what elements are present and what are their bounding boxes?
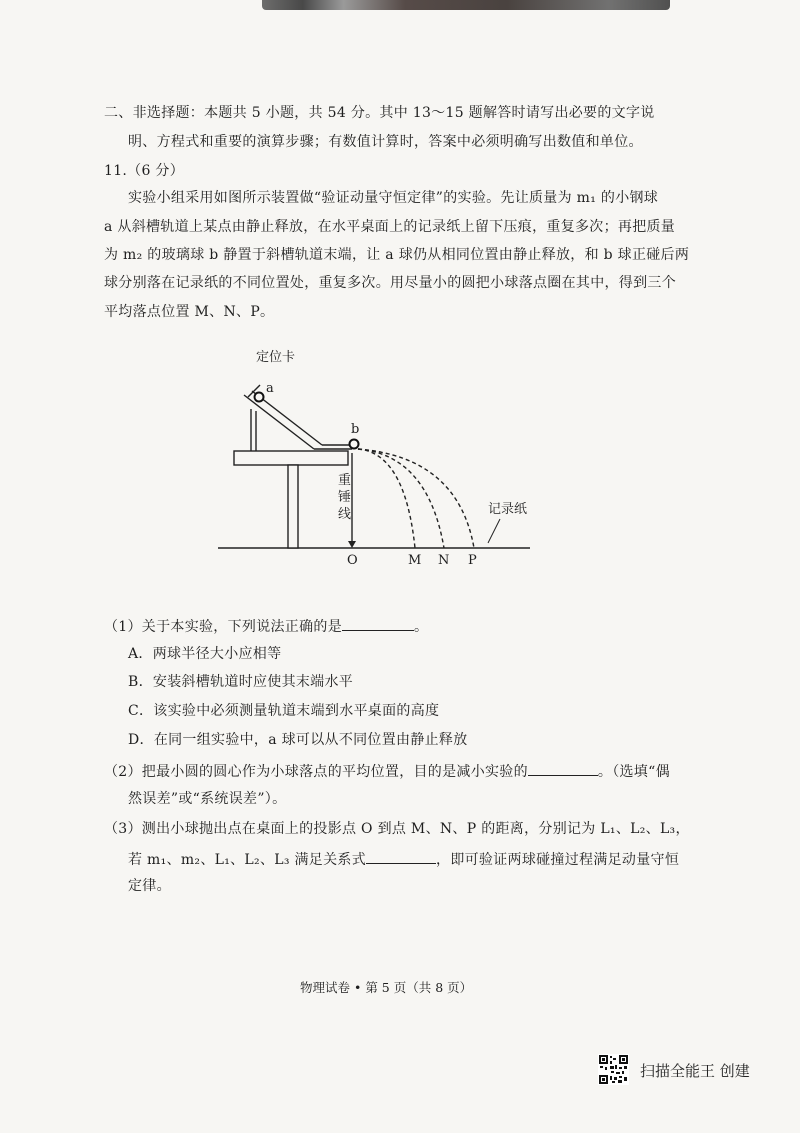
part3-line-3: 定律。 [128,878,171,894]
part2-answer-blank[interactable] [528,761,598,776]
experiment-diagram [200,345,560,570]
record-paper-label: 记录纸 [488,502,528,517]
option-a: A．两球半径大小应相等 [128,646,282,662]
question-number: 11.（6 分） [104,163,185,179]
qr-code-icon [598,1054,629,1085]
question-intro-line-4: 球分别落在记录纸的不同位置处，重复多次。用尽量小的圆把小球落点圈在其中，得到三个 [104,275,676,291]
question-intro-line-3: 为 m₂ 的玻璃球 b 静置于斜槽轨道末端，让 a 球仍从相同位置由静止释放，和 b 球正碰后两 [104,247,690,263]
option-b: B．安装斜槽轨道时应使其末端水平 [128,674,354,690]
locator-card-label: 定位卡 [256,350,296,365]
part1-answer-blank[interactable] [342,616,414,631]
point-P-label: P [468,553,477,568]
point-N-label: N [438,553,450,568]
page-footer: 物理试卷 • 第 5 页（共 8 页） [300,980,473,995]
part3-line-2-text: 若 m₁、m₂、L₁、L₂、L₃ 满足关系式 [128,852,367,868]
part1-stem-end: 。 [414,619,429,635]
table-top [234,451,348,465]
part3-line-2 [128,849,679,869]
ramp-outer [244,395,314,449]
part3-line-1: （3）测出小球抛出点在桌面上的投影点 O 到点 M、N、P 的距离，分别记为 L₁、L₂、L₃， [104,821,690,837]
ball-a [255,393,264,402]
question-intro-line-5: 平均落点位置 M、N、P。 [104,304,275,320]
point-M-label: M [408,553,422,568]
part1-stem-text: （1）关于本实验，下列说法正确的是 [104,619,343,635]
option-c: C．该实验中必须测量轨道末端到水平桌面的高度 [128,703,440,719]
plumb-label-3: 线 [338,507,352,522]
ball-b-label: b [351,422,360,437]
point-O-label: O [347,553,358,568]
option-d: D．在同一组实验中，a 球可以从不同位置由静止释放 [128,732,468,748]
trajectory-to-P [358,449,474,548]
table-leg [288,465,298,548]
part1-stem [104,616,428,636]
paper-pointer [488,519,500,543]
plumb-bob [348,541,356,548]
part3-answer-blank[interactable] [366,849,436,864]
part2-line-2: 然误差”或“系统误差”）。 [128,791,287,807]
part3-line-2-end: ，即可验证两球碰撞过程满足动量守恒 [436,852,680,868]
ball-b [350,440,359,449]
part2-stem-end: 。（选填“偶 [597,764,670,780]
plumb-label-2: 锤 [338,490,352,505]
ball-a-label: a [266,381,274,396]
section-heading-line-2: 明、方程式和重要的演算步骤；有数值计算时，答案中必须明确写出数值和单位。 [128,134,643,150]
question-intro-line-2: a 从斜槽轨道上某点由静止释放，在水平桌面上的记录纸上留下压痕，重复多次；再把质量 [104,219,676,235]
plumb-label-1: 重 [338,473,352,488]
section-heading-line-1: 二、非选择题：本题共 5 小题，共 54 分。其中 13～15 题解答时请写出必要的文字说 [104,105,655,121]
part2-stem [104,761,670,781]
trajectory-to-N [358,449,444,548]
trajectory-to-M [358,449,415,548]
part2-stem-text: （2）把最小圆的圆心作为小球落点的平均位置，目的是减小实验的 [104,764,528,780]
scan-edge-artifact [262,0,670,10]
scanner-watermark: 扫描全能王 创建 [640,1062,750,1080]
question-intro-line-1: 实验小组采用如图所示装置做“验证动量守恒定律”的实验。先让质量为 m₁ 的小钢球 [128,190,659,206]
